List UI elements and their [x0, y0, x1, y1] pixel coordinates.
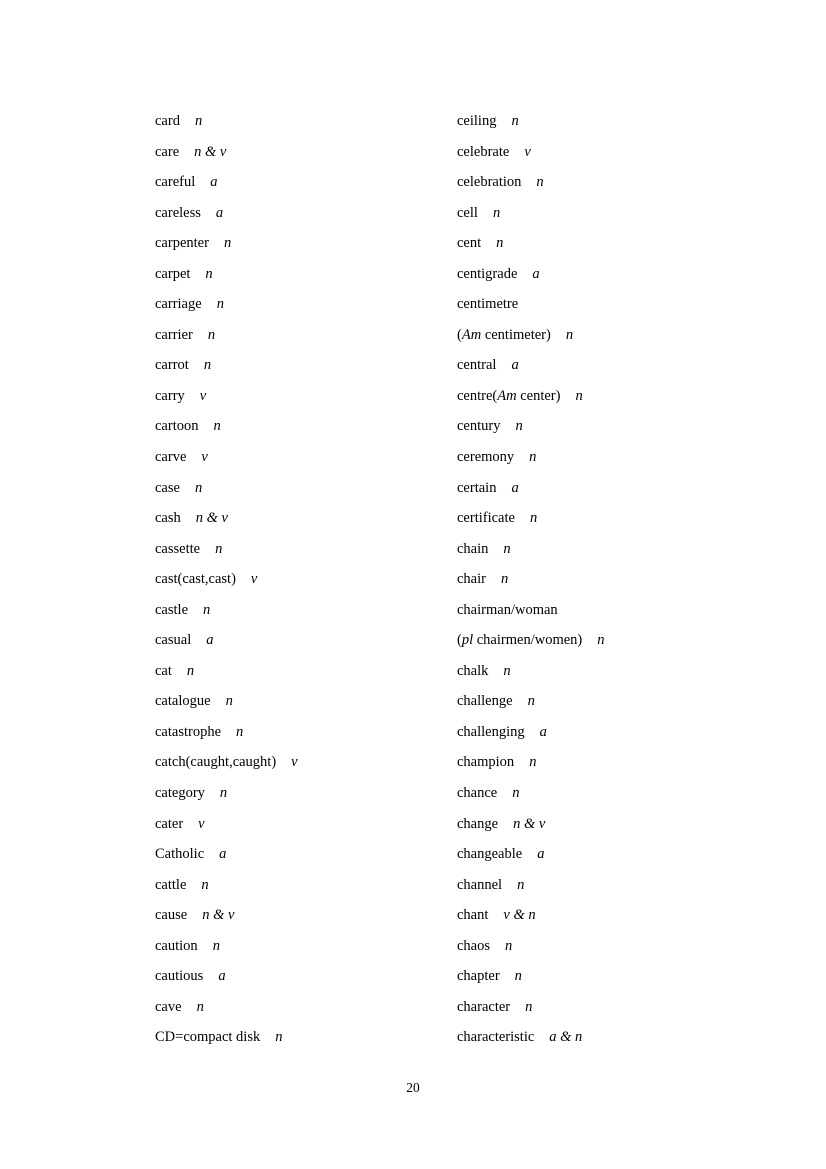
word-entry — [457, 564, 605, 595]
word-text: center) — [516, 387, 561, 404]
word-text: cassette — [155, 540, 201, 557]
word-text: chairman/woman — [457, 601, 558, 618]
part-of-speech-label: n — [517, 876, 525, 893]
word-text: channel — [457, 876, 503, 893]
word-text: chair — [457, 571, 486, 588]
word-entry — [457, 1022, 605, 1053]
part-of-speech-label: v — [198, 815, 205, 832]
part-of-speech-label: a — [210, 174, 218, 191]
word-list-column-right — [457, 106, 605, 1053]
word-entry — [457, 137, 605, 168]
word-entry — [457, 931, 605, 962]
part-of-speech-label: v — [199, 387, 207, 404]
part-of-speech-label: n — [203, 601, 211, 618]
word-entry — [457, 473, 605, 504]
word-entry — [457, 259, 605, 290]
word-text: centigrade — [457, 265, 518, 282]
word-text: Am — [497, 387, 517, 404]
word-text: changeable — [457, 846, 523, 863]
word-entry — [155, 686, 298, 717]
word-entry — [457, 595, 605, 626]
part-of-speech-label: n — [219, 785, 228, 802]
word-text: centre( — [457, 387, 498, 404]
word-text: chalk — [457, 662, 489, 679]
word-text: certain — [457, 479, 497, 496]
part-of-speech-label: n & v — [513, 815, 546, 832]
word-text: celebrate — [457, 143, 510, 160]
part-of-speech-label: n — [201, 876, 209, 893]
word-text: carve — [155, 449, 187, 466]
word-text: characteristic — [457, 1029, 535, 1046]
word-text: carry — [155, 387, 185, 404]
word-text: careless — [155, 204, 201, 221]
part-of-speech-label: n — [514, 968, 522, 985]
word-text: caution — [155, 937, 198, 954]
part-of-speech-label: a — [218, 968, 226, 985]
word-entry — [457, 503, 605, 534]
word-entry — [155, 717, 298, 748]
part-of-speech-label: n — [511, 113, 519, 129]
word-entry — [155, 381, 298, 412]
word-text: catalogue — [155, 693, 211, 710]
word-text: ( — [457, 632, 462, 649]
part-of-speech-label: n & v — [202, 907, 235, 924]
part-of-speech-label: n — [205, 265, 213, 282]
word-entry — [155, 595, 298, 626]
part-of-speech-label: n — [216, 296, 224, 313]
word-entry — [457, 778, 605, 809]
word-text: carriage — [155, 296, 202, 313]
part-of-speech-label: n — [500, 571, 509, 588]
word-entry — [155, 167, 298, 198]
word-entry — [155, 442, 298, 473]
part-of-speech-label: v — [291, 754, 298, 771]
part-of-speech-label: n — [529, 449, 537, 466]
word-entry — [155, 656, 298, 687]
part-of-speech-label: n — [527, 693, 535, 710]
word-entry — [457, 411, 605, 442]
word-entry — [457, 106, 605, 137]
part-of-speech-label: a — [532, 265, 540, 282]
word-text: character — [457, 998, 511, 1015]
word-text: cent — [457, 235, 482, 252]
word-text: Catholic — [155, 846, 205, 863]
word-text: castle — [155, 601, 189, 618]
word-entry — [155, 411, 298, 442]
word-entry — [155, 137, 298, 168]
word-entry — [457, 656, 605, 687]
part-of-speech-label: n — [565, 326, 574, 343]
word-text: case — [155, 479, 180, 496]
word-text: ceiling — [457, 113, 497, 129]
word-text: ( — [457, 326, 462, 343]
part-of-speech-label: n — [492, 204, 501, 221]
part-of-speech-label: n — [194, 479, 203, 496]
word-text: central — [457, 357, 497, 374]
part-of-speech-label: n — [529, 754, 537, 771]
word-text: chaos — [457, 937, 491, 954]
word-text: care — [155, 143, 180, 160]
word-text: change — [457, 815, 499, 832]
part-of-speech-label: n — [512, 785, 520, 802]
part-of-speech-label: n — [503, 662, 511, 679]
part-of-speech-label: n — [207, 326, 216, 343]
word-entry — [457, 228, 605, 259]
page-number: 20 — [406, 1080, 420, 1095]
word-text: challenge — [457, 693, 513, 710]
part-of-speech-label: n — [196, 998, 204, 1015]
word-entry — [155, 1022, 298, 1053]
word-text: category — [155, 785, 205, 802]
part-of-speech-label: a — [511, 479, 519, 496]
word-entry — [457, 686, 605, 717]
word-entry — [457, 350, 605, 381]
part-of-speech-label: n — [536, 174, 544, 191]
word-entry — [155, 564, 298, 595]
part-of-speech-label: n — [275, 1029, 283, 1046]
word-entry — [155, 809, 298, 840]
word-entry — [155, 961, 298, 992]
word-entry — [457, 167, 605, 198]
word-entry — [155, 900, 298, 931]
part-of-speech-label: n — [496, 235, 504, 252]
word-entry — [457, 839, 605, 870]
word-text: chance — [457, 785, 498, 802]
word-entry — [457, 900, 605, 931]
part-of-speech-label: v & n — [503, 907, 536, 924]
part-of-speech-label: v — [250, 571, 258, 588]
part-of-speech-label: n — [213, 418, 221, 435]
word-entry — [457, 381, 605, 412]
word-text: carrier — [155, 326, 193, 343]
part-of-speech-label: a — [219, 846, 227, 863]
word-text: celebration — [457, 174, 522, 191]
part-of-speech-label: n — [575, 387, 583, 404]
word-entry — [155, 259, 298, 290]
word-entry — [457, 320, 605, 351]
part-of-speech-label: n — [203, 357, 212, 374]
word-text: centimeter) — [481, 326, 551, 343]
part-of-speech-label: n — [215, 540, 223, 557]
part-of-speech-label: n — [194, 113, 203, 129]
word-entry — [155, 625, 298, 656]
word-text: cat — [155, 662, 172, 679]
part-of-speech-label: a — [206, 632, 214, 649]
word-text: catch(caught,caught) — [155, 754, 277, 771]
word-text: carrot — [155, 357, 189, 374]
word-text: cast(cast,cast) — [155, 571, 236, 588]
part-of-speech-label: v — [201, 449, 208, 466]
word-text: cater — [155, 815, 184, 832]
word-entry — [155, 473, 298, 504]
part-of-speech-label: n — [515, 418, 523, 435]
word-entry — [457, 809, 605, 840]
word-text: catastrophe — [155, 723, 222, 740]
word-entry — [457, 289, 605, 320]
word-entry — [155, 747, 298, 778]
word-text: challenging — [457, 723, 525, 740]
part-of-speech-label: n — [503, 540, 511, 557]
word-text: chapter — [457, 968, 500, 985]
part-of-speech-label: n — [225, 693, 233, 710]
word-text: cave — [155, 998, 182, 1015]
word-text: careful — [155, 174, 196, 191]
part-of-speech-label: a & n — [549, 1029, 583, 1046]
word-entry — [155, 839, 298, 870]
word-text: centimetre — [457, 296, 519, 313]
word-entry — [457, 870, 605, 901]
word-entry — [457, 717, 605, 748]
word-text: cartoon — [155, 418, 199, 435]
word-entry — [155, 503, 298, 534]
word-text: casual — [155, 632, 192, 649]
word-entry — [457, 992, 605, 1023]
part-of-speech-label: n — [223, 235, 232, 252]
word-text: certificate — [457, 510, 515, 527]
part-of-speech-label: n & v — [194, 143, 227, 160]
word-text: champion — [457, 754, 515, 771]
part-of-speech-label: n — [212, 937, 220, 954]
word-text: carpet — [155, 265, 191, 282]
part-of-speech-label: n — [525, 998, 533, 1015]
word-text: chant — [457, 907, 489, 924]
word-text: cell — [457, 204, 478, 221]
word-entry — [457, 625, 605, 656]
word-entry — [155, 870, 298, 901]
part-of-speech-label: a — [511, 357, 519, 374]
part-of-speech-label: n — [505, 937, 513, 954]
word-text: card — [155, 113, 180, 129]
word-entry — [155, 992, 298, 1023]
part-of-speech-label: n — [236, 723, 244, 740]
word-text: cash — [155, 510, 181, 527]
part-of-speech-label: n & v — [195, 510, 228, 527]
word-text: cautious — [155, 968, 204, 985]
word-text: century — [457, 418, 501, 435]
word-entry — [155, 778, 298, 809]
word-text: cattle — [155, 876, 187, 893]
word-entry — [155, 320, 298, 351]
word-entry — [155, 289, 298, 320]
word-text: cause — [155, 907, 188, 924]
word-entry — [155, 106, 298, 137]
word-list-column-left — [155, 106, 298, 1053]
part-of-speech-label: n — [529, 510, 538, 527]
part-of-speech-label: n — [186, 662, 195, 679]
word-entry — [457, 442, 605, 473]
part-of-speech-label: a — [539, 723, 547, 740]
word-entry — [155, 198, 298, 229]
word-text: pl — [461, 632, 474, 649]
word-text: Am — [461, 326, 482, 343]
part-of-speech-label: v — [524, 143, 531, 160]
word-entry — [155, 931, 298, 962]
word-text: carpenter — [155, 235, 209, 252]
word-entry — [457, 747, 605, 778]
word-entry — [155, 228, 298, 259]
part-of-speech-label: n — [597, 632, 605, 649]
word-text: ceremony — [457, 449, 515, 466]
word-entry — [457, 198, 605, 229]
word-text: chairmen/women) — [473, 632, 583, 649]
word-entry — [155, 350, 298, 381]
part-of-speech-label: a — [215, 204, 224, 221]
word-entry — [155, 534, 298, 565]
word-text: CD=compact disk — [155, 1029, 261, 1046]
word-entry — [457, 961, 605, 992]
word-entry — [457, 534, 605, 565]
part-of-speech-label: a — [537, 846, 545, 863]
word-text: chain — [457, 540, 489, 557]
